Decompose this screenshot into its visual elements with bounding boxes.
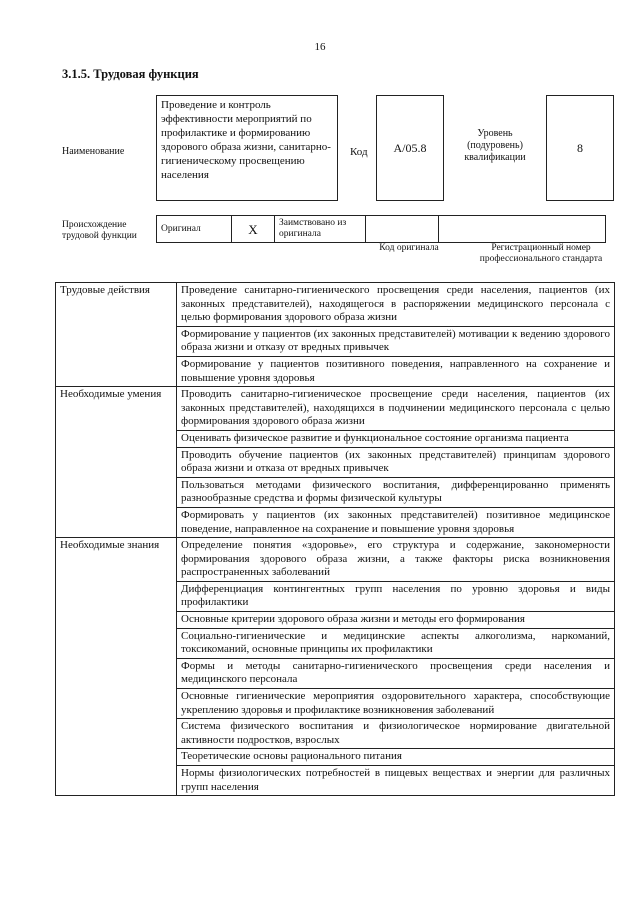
item-cell: Теоретические основы рационального питания xyxy=(177,749,615,766)
table-row xyxy=(56,283,615,327)
name-label: Наименование xyxy=(62,146,125,157)
original-label: Оригинал xyxy=(157,216,232,243)
origin-table xyxy=(156,215,606,243)
reg-caption: Регистрационный номер профессионального стандарта xyxy=(479,243,603,264)
item-cell: Система физического воспитания и физиологическое нормирование двигательной активности подростков, взрослых xyxy=(177,719,615,749)
origin-code-cell xyxy=(366,216,439,243)
item-cell: Основные критерии здорового образа жизни и методы его формирования xyxy=(177,612,615,629)
item-cell: Формировать у пациентов (их законных представителей) позитивное медицинское поведение, направленное на сохранение и повышение уровня здоровья xyxy=(177,507,615,537)
item-cell: Дифференциация контингентных групп населения по уровню здоровья и виды профилактики xyxy=(177,581,615,611)
original-mark: X xyxy=(232,216,275,243)
section-title: 3.1.5. Трудовая функция xyxy=(62,67,199,81)
item-cell: Социально-гигиенические и медицинские аспекты алкоголизма, наркоманий, токсикоманий, основные принципы их профилактики xyxy=(177,628,615,658)
page-number: 16 xyxy=(314,41,326,53)
origin-label: Происхождение трудовой функции xyxy=(62,220,137,241)
table-row xyxy=(56,387,615,431)
level-value: 8 xyxy=(546,95,614,201)
function-details-table xyxy=(55,282,615,796)
item-cell: Проводить санитарно-гигиеническое просвещение среди населения, пациентов (их законных представителей), находящихся в подчинении медицинского персонала с целью формирования здорового образа жизни xyxy=(177,387,615,431)
item-cell: Формирование у пациентов позитивного поведения, направленного на сохранение и повышение уровня здоровья xyxy=(177,356,615,386)
item-cell: Основные гигиенические мероприятия оздоровительного характера, способствующие укреплению здоровья и профилактике возникновения заболеваний xyxy=(177,689,615,719)
category-cell: Трудовые действия xyxy=(56,283,177,387)
category-cell: Необходимые умения xyxy=(56,387,177,538)
item-cell: Пользоваться методами физического воспитания, дифференцированно применять разнообразные средства и формы физической культуры xyxy=(177,477,615,507)
category-cell: Необходимые знания xyxy=(56,538,177,796)
code-caption: Код оригинала xyxy=(379,243,439,253)
item-cell: Формирование у пациентов (их законных представителей) мотивации к ведению здорового образа жизни и отказу от вредных привычек xyxy=(177,326,615,356)
item-cell: Формы и методы санитарно-гигиенического просвещения среди населения и медицинского персонала xyxy=(177,658,615,688)
origin-reg-cell xyxy=(439,216,606,243)
code-label: Код xyxy=(350,146,368,158)
item-cell: Проведение санитарно-гигиенического просвещения среди населения, пациентов (их законных представителей), находящегося в распоряжении медицинского персонала с целью формирования здорового образа жизни xyxy=(177,283,615,327)
item-cell: Проводить обучение пациентов (их законных представителей) принципам здорового образа жизни и отказа от вредных привычек xyxy=(177,447,615,477)
borrowed-label: Заимствовано из оригинала xyxy=(275,216,366,243)
table-row xyxy=(56,538,615,582)
level-label: Уровень (подуровень) квалификации xyxy=(464,128,526,163)
item-cell: Оценивать физическое развитие и функциональное состояние организма пациента xyxy=(177,430,615,447)
function-name: Проведение и контроль эффективности мероприятий по профилактике и формированию здорового образа жизни, санитарно-гигиеническому просвещению населения xyxy=(156,95,338,201)
code-value: А/05.8 xyxy=(376,95,444,201)
item-cell: Определение понятия «здоровье», его структура и содержание, закономерности формирования здорового образа жизни, а также факторы риска возникновения распространенных заболеваний xyxy=(177,538,615,582)
item-cell: Нормы физиологических потребностей в пищевых веществах и энергии для различных групп населения xyxy=(177,766,615,796)
